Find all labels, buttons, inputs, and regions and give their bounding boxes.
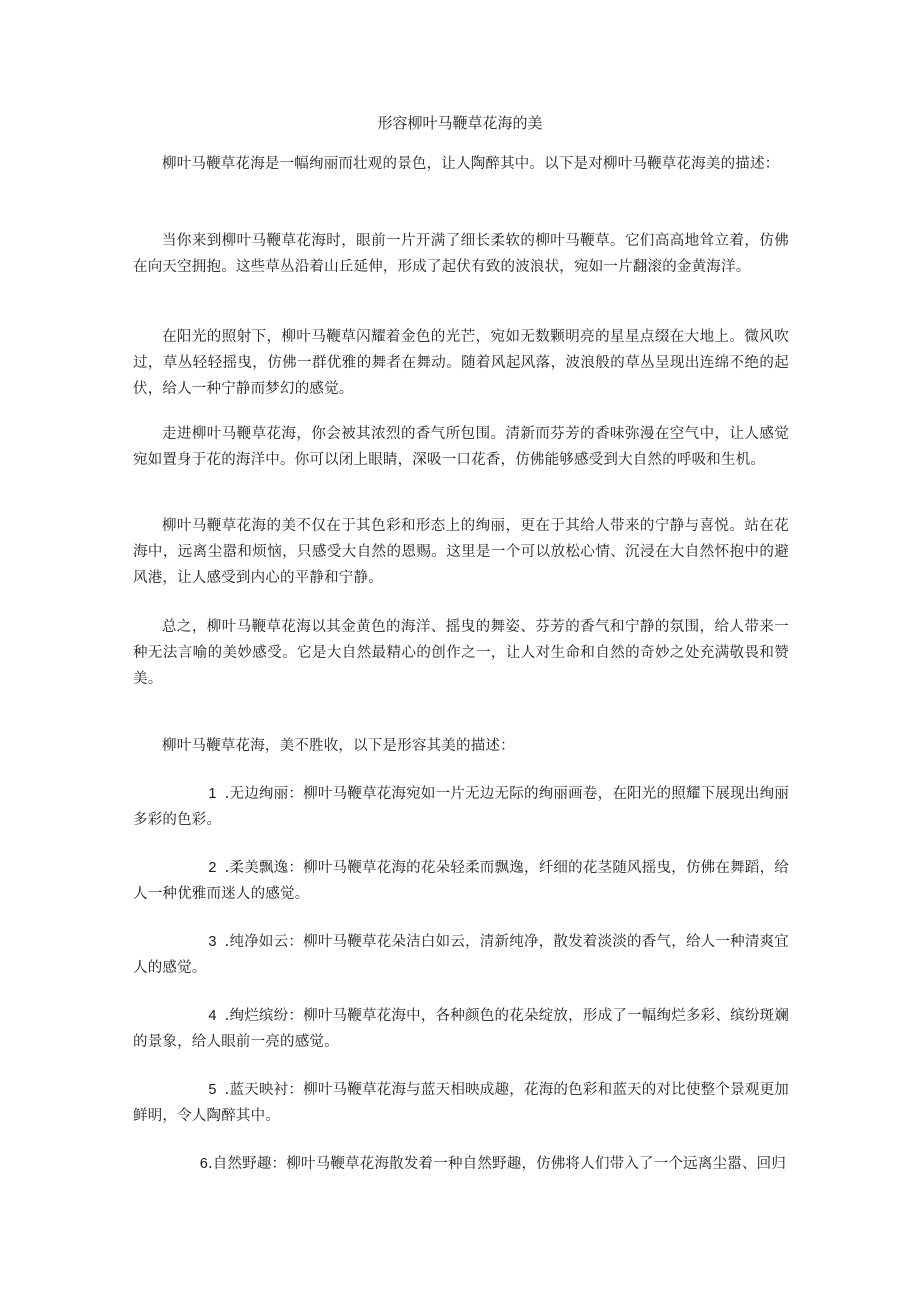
list-item-text: .纯净如云：柳叶马鞭草花朵洁白如云，清新纯净，散发着淡淡的香气，给人一种清爽宜人的感觉。: [133, 934, 789, 976]
list-item-3: [133, 929, 789, 981]
list-item-text: .绚烂缤纷：柳叶马鞭草花海中，各种颜色的花朵绽放，形成了一幅绚烂多彩、缤纷斑斓的景象，给人眼前一亮的感觉。: [133, 1008, 789, 1050]
list-item-number: 3: [208, 934, 217, 950]
paragraph-4: 柳叶马鞭草花海的美不仅在于其色彩和形态上的绚丽，更在于其给人带来的宁静与喜悦。站在花海中，远离尘嚣和烦恼，只感受大自然的恩赐。这里是一个可以放松心情、沉浸在大自然怀抱中的避风港，让人感受到内心的平静和宁静。: [133, 518, 789, 586]
paragraph-3: 走进柳叶马鞭草花海，你会被其浓烈的香气所包围。清新而芬芳的香味弥漫在空气中，让人感觉宛如置身于花的海洋中。你可以闭上眼睛，深吸一口花香，仿佛能够感受到大自然的呼吸和生机。: [133, 426, 789, 468]
list-item-number: 5: [208, 1082, 217, 1098]
list-item-2: [133, 855, 789, 907]
list-item-text: .柔美飘逸：柳叶马鞭草花海的花朵轻柔而飘逸，纤细的花茎随风摇曳，仿佛在舞蹈，给人一种优雅而迷人的感觉。: [133, 860, 789, 902]
list-item-text: .蓝天映衬：柳叶马鞭草花海与蓝天相映成趣，花海的色彩和蓝天的对比使整个景观更加鲜明，令人陶醉其中。: [133, 1082, 789, 1124]
list-item-number: 1: [208, 786, 217, 802]
list-item-1: [133, 781, 789, 833]
intro-paragraph: 柳叶马鞭草花海是一幅绚丽而壮观的景色，让人陶醉其中。以下是对柳叶马鞭草花海美的描述：: [162, 156, 780, 172]
document-title: 形容柳叶马鞭草花海的美: [377, 114, 543, 132]
paragraph-5: 总之，柳叶马鞭草花海以其金黄色的海洋、摇曳的舞姿、芬芳的香气和宁静的氛围，给人带来一种无法言喻的美妙感受。它是大自然最精心的创作之一，让人对生命和自然的奇妙之处充满敬畏和赞美。: [133, 619, 789, 687]
paragraph-2: 在阳光的照射下，柳叶马鞭草闪耀着金色的光芒，宛如无数颗明亮的星星点缀在大地上。微风吹过，草丛轻轻摇曳，仿佛一群优雅的舞者在舞动。随着风起风落，波浪般的草丛呈现出连绵不绝的起伏，给人一种宁静而梦幻的感觉。: [133, 329, 789, 397]
list-intro: 柳叶马鞭草花海，美不胜收，以下是形容其美的描述：: [162, 738, 515, 754]
list-item-number: 6: [199, 1156, 208, 1172]
list-item-number: 2: [208, 860, 217, 876]
list-item-5: [133, 1077, 789, 1129]
list-item-text: .无边绚丽：柳叶马鞭草花海宛如一片无边无际的绚丽画卷，在阳光的照耀下展现出绚丽多彩的色彩。: [133, 786, 789, 828]
paragraph-1: 当你来到柳叶马鞭草花海时，眼前一片开满了细长柔软的柳叶马鞭草。它们高高地耸立着，仿佛在向天空拥抱。这些草丛沿着山丘延伸，形成了起伏有致的波浪状，宛如一片翻滚的金黄海洋。: [133, 233, 789, 275]
list-item-text: .自然野趣：柳叶马鞭草花海散发着一种自然野趣，仿佛将人们带入了一个远离尘嚣、回归: [207, 1156, 787, 1172]
list-item-6: [133, 1151, 789, 1177]
list-item-4: [133, 1003, 789, 1055]
list-item-number: 4: [208, 1008, 217, 1024]
